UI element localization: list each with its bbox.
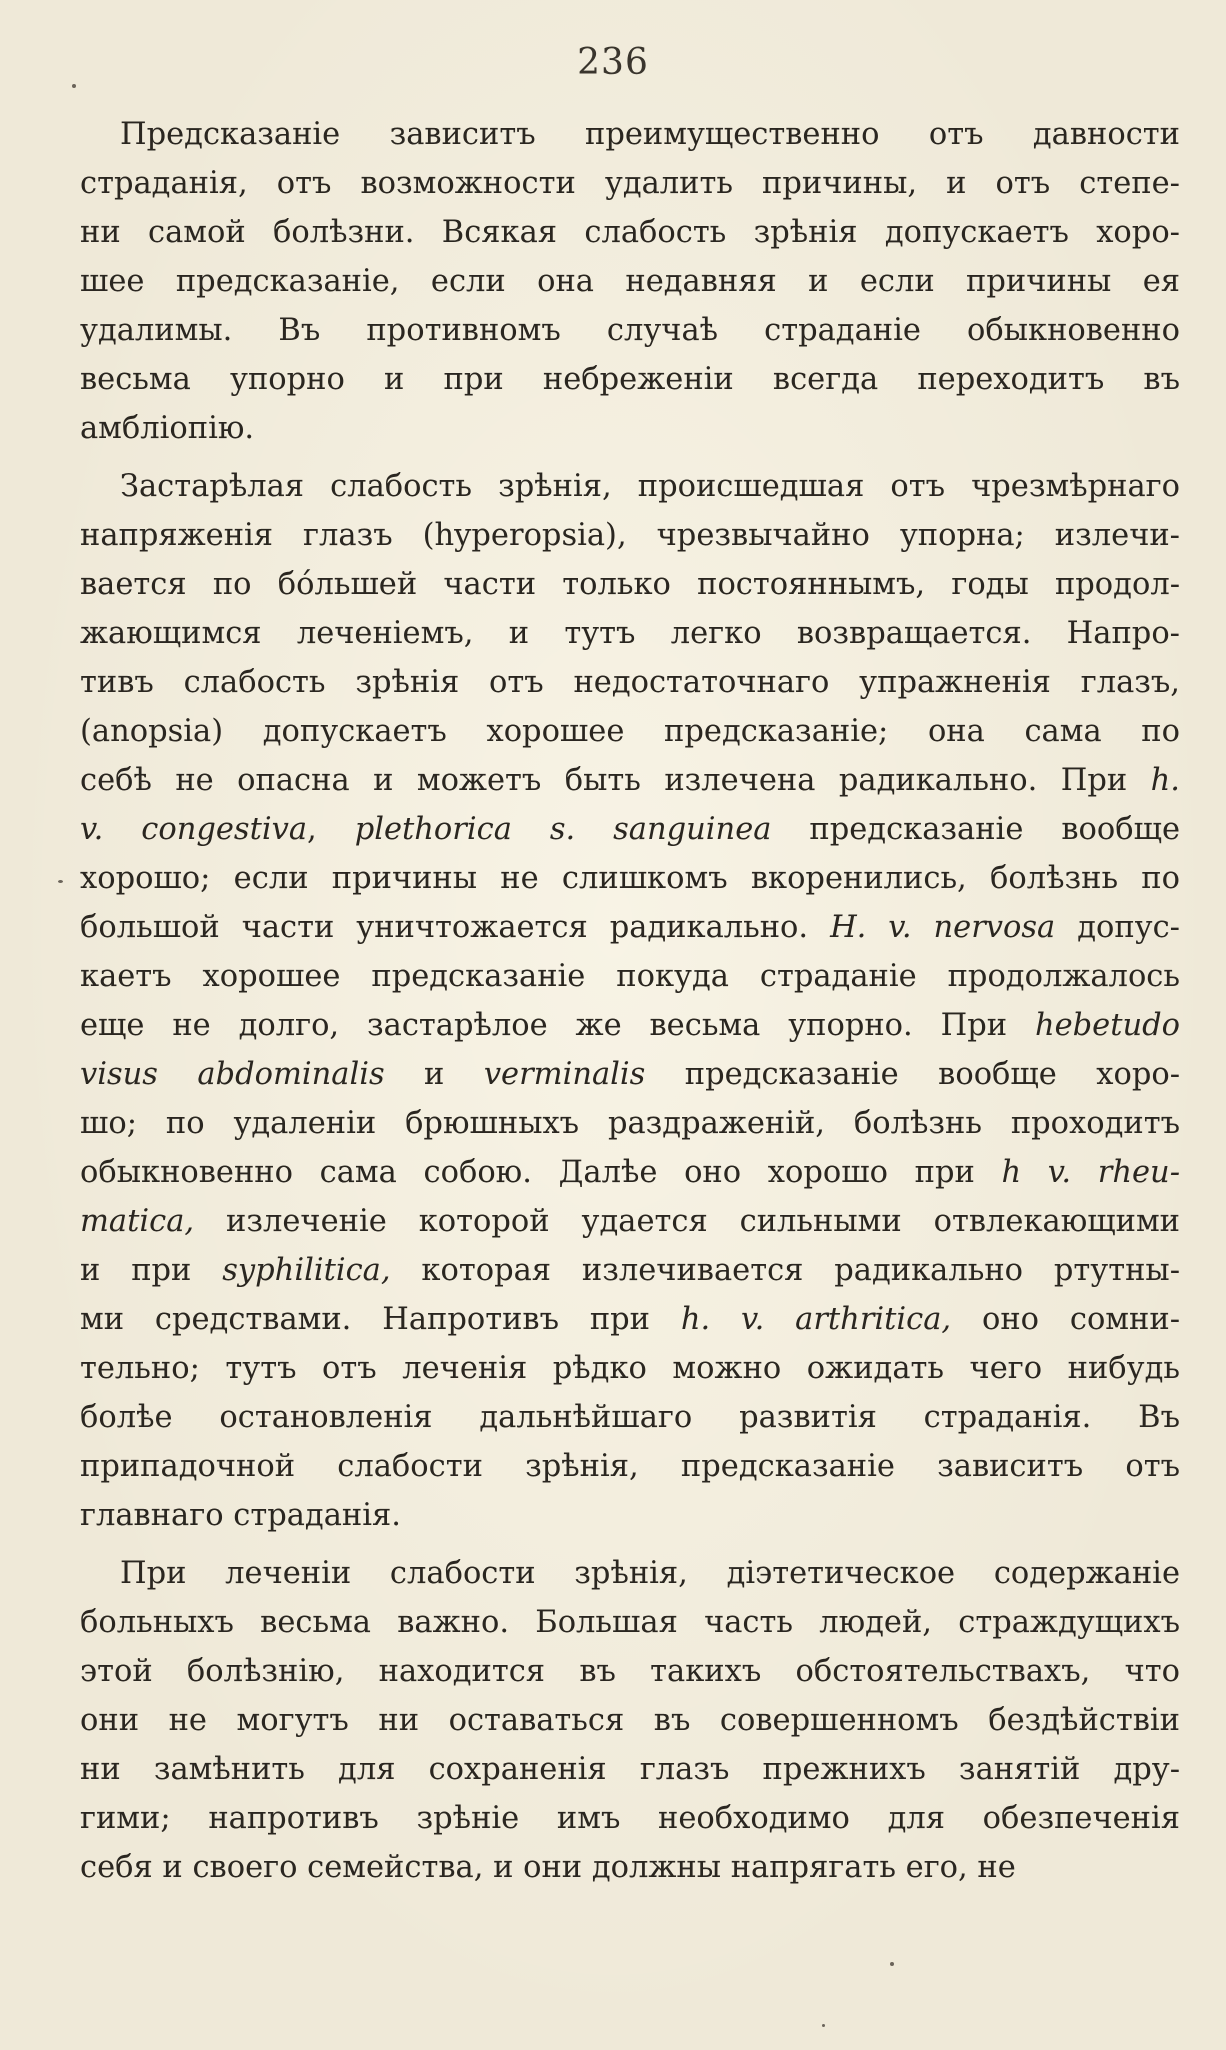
text-run: предсказаніе вообще [771,812,1180,847]
italic-term: h. v. arthritica, [680,1302,952,1337]
print-speck [72,84,76,88]
text-line [80,306,1180,355]
text-run: (anopsia) допускаетъ хорошее предсказаніе; она сама по [80,714,1180,749]
text-line [80,707,1180,756]
text-line [80,1246,1180,1295]
text-run: оно сомни- [951,1302,1180,1337]
text-run: напряженія глазъ (hyperopsia), чрезвычайно упорна; излечи- [80,518,1180,553]
text-line [80,952,1180,1001]
text-line [80,1745,1180,1794]
italic-term: verminalis [483,1057,646,1092]
text-line [80,1549,1180,1598]
text-run: удалимы. Въ противномъ случаѣ страданіе обыкновенно [80,313,1180,348]
text-line [80,1647,1180,1696]
text-run: , [307,812,355,847]
text-line [80,404,1180,453]
text-run: жающимся леченіемъ, и тутъ легко возвращается. Напро- [80,616,1180,651]
text-run: шо; по удаленіи брюшныхъ раздраженій, болѣзнь проходитъ [80,1106,1180,1141]
text-run: излеченіе которой удается сильными отвлекающими [194,1204,1180,1239]
text-run: амбліопію. [80,411,255,446]
text-line [80,1843,1180,1892]
text-line [80,1001,1180,1050]
text-line [80,1099,1180,1148]
paragraph [80,462,1180,1540]
text-run: ни самой болѣзни. Всякая слабость зрѣнія допускаетъ хоро- [80,215,1180,250]
italic-term: visus abdominalis [80,1057,385,1092]
text-line [80,110,1180,159]
text-line [80,1148,1180,1197]
text-run: этой болѣзнію, находится въ такихъ обстоятельствахъ, что [80,1654,1180,1689]
text-line [80,1696,1180,1745]
text-run: допус- [1055,910,1180,945]
text-line [80,208,1180,257]
italic-term: v. congestiva [80,812,308,847]
paragraph [80,1549,1180,1892]
text-run: ми средствами. Напротивъ при [80,1302,681,1337]
text-run: которая излечивается радикально ртутны- [390,1253,1180,1288]
text-run: шее предсказаніе, если она недавняя и если причины ея [80,264,1180,299]
text-line [80,462,1180,511]
text-line [80,257,1180,306]
text-line [80,854,1180,903]
text-run: тивъ слабость зрѣнія отъ недостаточнаго упражненія глазъ, [80,665,1180,700]
text-line [80,560,1180,609]
text-run: вается по бо́льшей части только постояннымъ, годы продол- [80,567,1180,602]
text-run: себѣ не опасна и можетъ быть излечена радикально. При [80,763,1151,798]
text-line [80,1197,1180,1246]
text-line [80,355,1180,404]
text-run: При леченіи слабости зрѣнія, діэтетическое содержаніе [120,1556,1180,1591]
text-line [80,511,1180,560]
text-run: предсказаніе вообще хоро- [645,1057,1180,1092]
text-run: гими; напротивъ зрѣніе имъ необходимо для обезпеченія [80,1801,1180,1836]
italic-term: syphilitica, [222,1253,391,1288]
italic-term: matica, [80,1204,195,1239]
text-run: главнаго страданія. [80,1498,401,1533]
text-line [80,1295,1180,1344]
text-line [80,609,1180,658]
text-line [80,1598,1180,1647]
text-line [80,756,1180,805]
text-run: и [384,1057,484,1092]
text-run: болѣе остановленія дальнѣйшаго развитія страданія. Въ [80,1400,1180,1435]
text-line [80,1344,1180,1393]
print-speck [822,2024,825,2027]
text-run: большой части уничтожается радикально. [80,910,831,945]
text-line [80,658,1180,707]
text-line [80,805,1180,854]
page-number: 236 [577,42,649,83]
italic-term: plethorica s. sanguinea [354,812,772,847]
text-line [80,1050,1180,1099]
text-run: больныхъ весьма важно. Большая часть людей, страждущихъ [80,1605,1180,1640]
paragraph [80,110,1180,453]
text-run: Предсказаніе зависитъ преимущественно отъ давности [120,117,1180,152]
text-run: тельно; тутъ отъ леченія рѣдко можно ожидать чего нибудь [80,1351,1180,1386]
italic-term: h. [1150,763,1180,798]
text-run: каетъ хорошее предсказаніе покуда страданіе продолжалось [80,959,1180,994]
print-speck [890,1962,894,1966]
text-run: себя и своего семейства, и они должны напрягать его, не [80,1850,1016,1885]
italic-term: h v. rheu- [1001,1155,1180,1190]
text-run: весьма упорно и при небреженіи всегда переходитъ въ [80,362,1180,397]
text-line [80,159,1180,208]
text-line [80,1491,1180,1540]
print-speck [58,880,63,883]
text-run: хорошо; если причины не слишкомъ вкоренились, болѣзнь по [80,861,1180,896]
text-run: Застарѣлая слабость зрѣнія, происшедшая отъ чрезмѣрнаго [120,469,1180,504]
text-run: они не могутъ ни оставаться въ совершенномъ бездѣйствіи [80,1703,1180,1738]
text-run: страданія, отъ возможности удалить причины, и отъ степе- [80,166,1180,201]
body-text [80,110,1180,1892]
text-line [80,1393,1180,1442]
text-run: и при [80,1253,223,1288]
italic-term: H. v. nervosa [830,910,1056,945]
text-line [80,903,1180,952]
text-run: еще не долго, застарѣлое же весьма упорно. При [80,1008,1035,1043]
text-run: обыкновенно сама собою. Далѣе оно хорошо при [80,1155,1002,1190]
text-run: ни замѣнить для сохраненія глазъ прежнихъ занятій дру- [80,1752,1180,1787]
text-run: припадочной слабости зрѣнія, предсказаніе зависитъ отъ [80,1449,1180,1484]
italic-term: hebetudo [1034,1008,1180,1043]
text-line [80,1442,1180,1491]
text-line [80,1794,1180,1843]
